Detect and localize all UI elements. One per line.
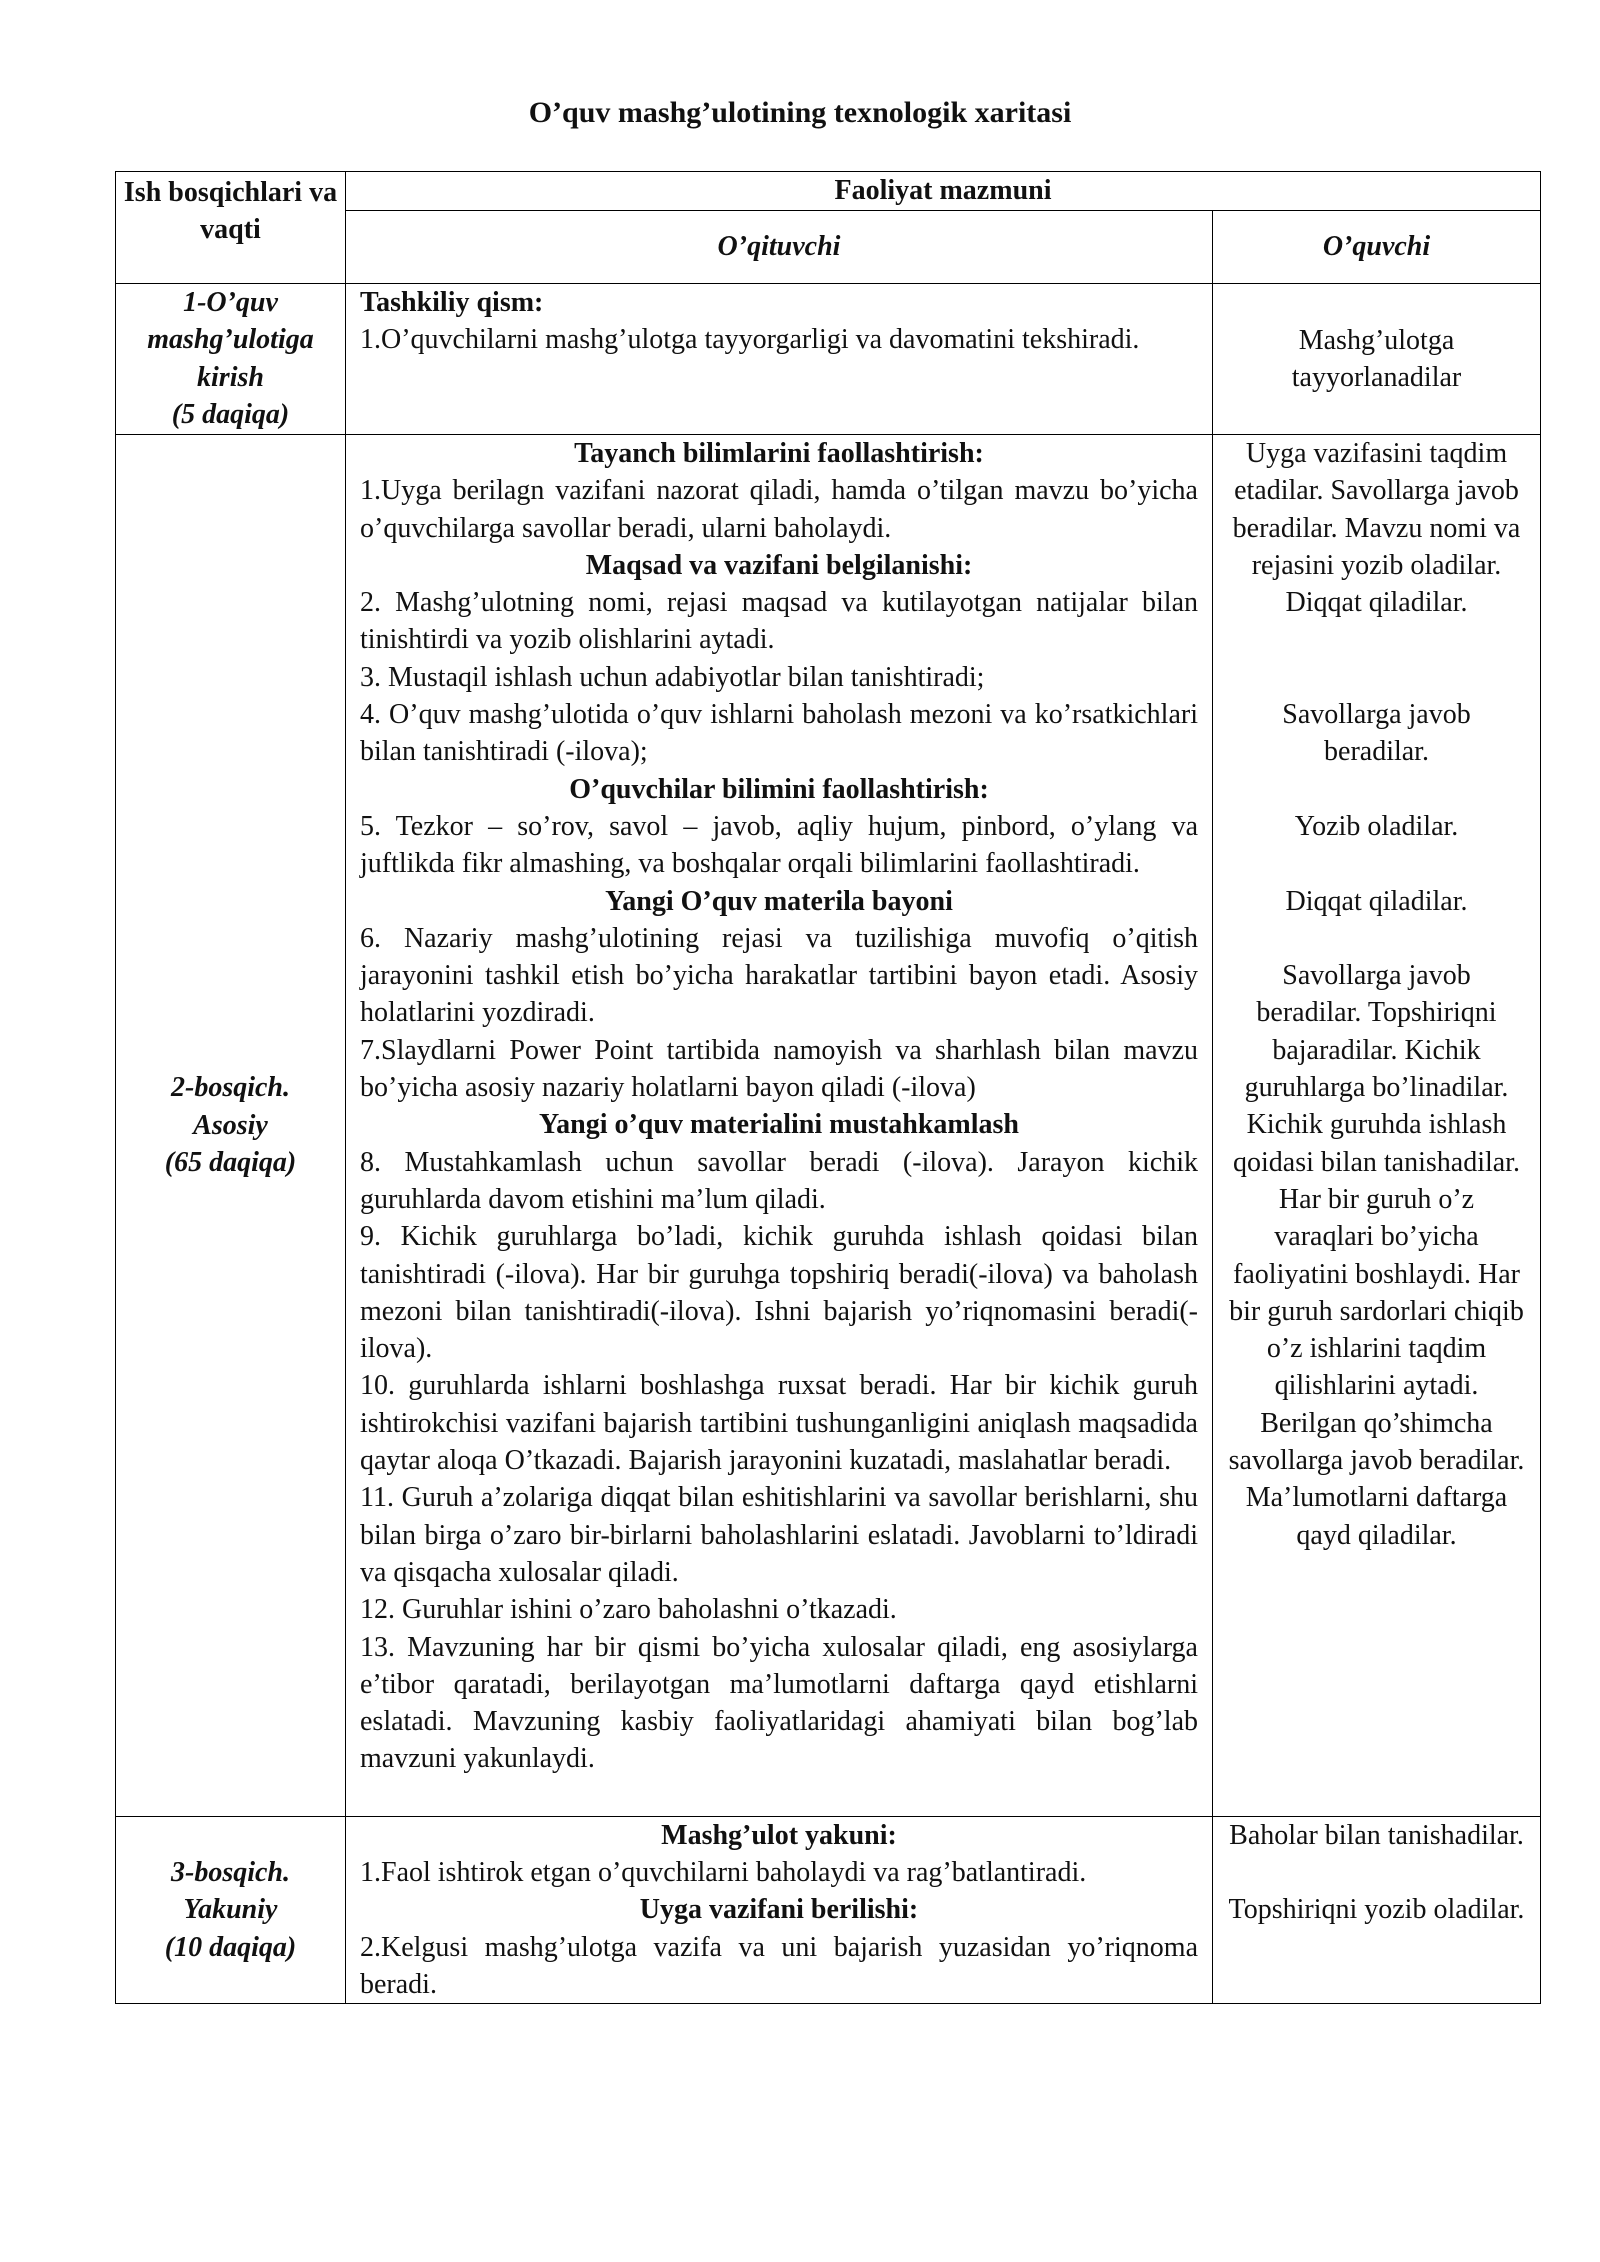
stage-line: kirish (197, 361, 264, 393)
student-text: Topshiriqni yozib oladilar. (1228, 1894, 1525, 1926)
teacher-paragraph: 4. O’quv mashg’ulotida o’quv ishlarni baholash mezoni va ko’rsatkichlari bilan tanishtiradi (-ilova); (360, 699, 1198, 768)
section-heading: Mashg’ulot yakuni: (661, 1819, 897, 1851)
header-stage-label: Ish bosqichlari va vaqti (123, 177, 338, 246)
student-text: Savollarga javob beradilar. (1282, 699, 1471, 768)
teacher-paragraph: 13. Mavzuning har bir qismi bo’yicha xulosalar qiladi, eng asosiylarga e’tibor qaratadi, berilayotgan ma’lumotlarni daftarga qayd etishlarni eslatadi. Mavzuning kasbiy faoliyatlaridagi ahamiyati bilan bog’lab mavzuni yakunlaydi. (360, 1631, 1198, 1775)
teacher-paragraph: 11. Guruh a’zolariga diqqat bilan eshitishlarini va savollar berishlarni, shu bilan birga o’zaro bir-birlarni baholashlarini eslatadi. Javoblarni to’ldiradi va qisqacha xulosalar qiladi. (360, 1482, 1198, 1588)
student-cell-final (1213, 1816, 1541, 2003)
section-heading: Maqsad va vazifani belgilanishi: (585, 549, 973, 581)
header-student-label: O’quvchi (1322, 231, 1431, 263)
stage-line: (10 daqiqa) (164, 1931, 297, 1963)
student-text: Savollarga javob beradilar. Topshiriqni bajaradilar. Kichik guruhlarga bo’linadilar. Kichik guruhda ishlash qoidasi bilan tanishadilar. Har bir guruh o’z varaqlari bo’yicha faoliyatini boshlaydi. Har bir guruh sardorlari chiqib o’z ishlarini taqdim qilishlarini aytadi. Berilgan qo’shimcha savollarga javob beradilar. Ma’lumotlarni daftarga qayd qiladilar. (1228, 960, 1525, 1551)
teacher-paragraph: 1.Faol ishtirok etgan o’quvchilarni baholaydi va rag’batlantiradi. (360, 1856, 1087, 1888)
stage-line: Yakuniy (183, 1894, 278, 1926)
section-heading: Yangi O’quv materila bayoni (605, 885, 953, 917)
stage-line: 2-bosqich. (171, 1072, 290, 1104)
teacher-paragraph: 8. Mustahkamlash uchun savollar beradi (-ilova). Jarayon kichik guruhlarda davom etishini ma’lum qiladi. (360, 1146, 1198, 1215)
spacer (1227, 771, 1526, 808)
stage-cell-final (116, 1816, 346, 2003)
spacer (1227, 621, 1526, 696)
teacher-paragraph: 3. Mustaqil ishlash uchun adabiyotlar bilan tanishtiradi; (360, 661, 985, 693)
stage-line: Asosiy (193, 1109, 268, 1141)
section-heading: Yangi o’quv materialini mustahkamlash (539, 1109, 1019, 1141)
student-cell-main (1213, 435, 1541, 1817)
stage-cell-main (116, 435, 346, 1817)
teacher-paragraph: 10. guruhlarda ishlarni boshlashga ruxsat beradi. Har bir kichik guruh ishtirokchisi vazifani bajarish tartibini tushunganligini aniqlash maqsadida qaytar aloqa O’tkazadi. Bajarish jarayonini kuzatadi, maslahatlar beradi. (360, 1370, 1198, 1477)
header-stage-cell (116, 172, 346, 284)
teacher-paragraph: 7.Slaydlarni Power Point tartibida namoyish va sharhlash bilan mavzu bo’yicha asosiy nazariy holatlarni bayon qiladi (-ilova) (360, 1034, 1198, 1104)
teacher-paragraph: 1.O’quvchilarni mashg’ulotga tayyorgarligi va davomatini tekshiradi. (360, 324, 1140, 356)
stage-cell-intro (116, 284, 346, 435)
student-cell-intro (1213, 284, 1541, 435)
student-text: Diqqat qiladilar. (1285, 885, 1468, 917)
student-text: Uyga vazifasini taqdim etadilar. Savollarga javob beradilar. Mavzu nomi va rejasini yozib oladilar. Diqqat qiladilar. (1232, 438, 1521, 619)
section-heading: Tashkiliy qism: (360, 287, 544, 318)
teacher-cell-intro (346, 284, 1213, 435)
teacher-paragraph: 2. Mashg’ulotning nomi, rejasi maqsad va kutilayotgan natijalar bilan tinishtirdi va yozib olishlarini aytadi. (360, 587, 1198, 656)
teacher-paragraph: 1.Uyga berilagn vazifani nazorat qiladi, hamda o’tilgan mavzu bo’yicha o’quvchilarga savollar beradi, ularni baholaydi. (360, 475, 1198, 544)
teacher-cell-final (346, 1816, 1213, 2003)
header-student-cell (1213, 211, 1541, 284)
stage-line: mashg’ulotiga (147, 324, 314, 356)
section-heading: O’quvchilar bilimini faollashtirish: (569, 773, 989, 805)
header-teacher-cell (346, 211, 1213, 284)
section-heading: Tayanch bilimlarini faollashtirish: (574, 438, 984, 469)
header-activity-cell (346, 172, 1541, 211)
header-teacher-label: O’qituvchi (717, 231, 841, 263)
student-text: Yozib oladilar. (1294, 810, 1459, 842)
spacer (1227, 1854, 1526, 1891)
teacher-paragraph: 9. Kichik guruhlarga bo’ladi, kichik guruhda ishlash qoidasi bilan tanishtiradi (-ilova). Har bir guruhga topshiriq beradi(-ilova) va baholash mezoni bilan tanishtiradi(-ilova). Ishni bajarish yo’riqnomasini beradi(-ilova). (360, 1221, 1198, 1365)
technology-map-table (115, 171, 1541, 2004)
stage-line: (5 daqiqa) (171, 398, 290, 430)
header-activity-label: Faoliyat mazmuni (834, 175, 1052, 206)
stage-line: (65 daqiqa) (164, 1146, 297, 1178)
student-text: Baholar bilan tanishadilar. (1229, 1819, 1524, 1851)
stage-line: 1-O’quv (183, 287, 278, 318)
teacher-paragraph: 6. Nazariy mashg’ulotining rejasi va tuzilishiga muvofiq o’qitish jarayonini tashkil etish bo’yicha harakatlar tartibini bayon etadi. Asosiy holatlarini yozdiradi. (360, 922, 1198, 1029)
teacher-paragraph: 12. Guruhlar ishini o’zaro baholashni o’tkazadi. (360, 1594, 897, 1626)
stage-line: 3-bosqich. (171, 1856, 290, 1888)
teacher-paragraph: 2.Kelgusi mashg’ulotga vazifa va uni bajarish yuzasidan yo’riqnoma beradi. (360, 1931, 1198, 2000)
document-title: O’quv mashg’ulotining texnologik xaritasi (528, 96, 1072, 129)
student-text: Mashg’ulotga tayyorlanadilar (1291, 324, 1462, 393)
teacher-paragraph: 5. Tezkor – so’rov, savol – javob, aqliy hujum, pinbord, o’ylang va juftlikda fikr almashing, va boshqalar orqali bilimlarini faollashtiradi. (360, 810, 1198, 880)
spacer (1227, 920, 1526, 957)
spacer (1227, 845, 1526, 882)
teacher-cell-main (346, 435, 1213, 1817)
section-heading: Uyga vazifani berilishi: (639, 1894, 919, 1926)
